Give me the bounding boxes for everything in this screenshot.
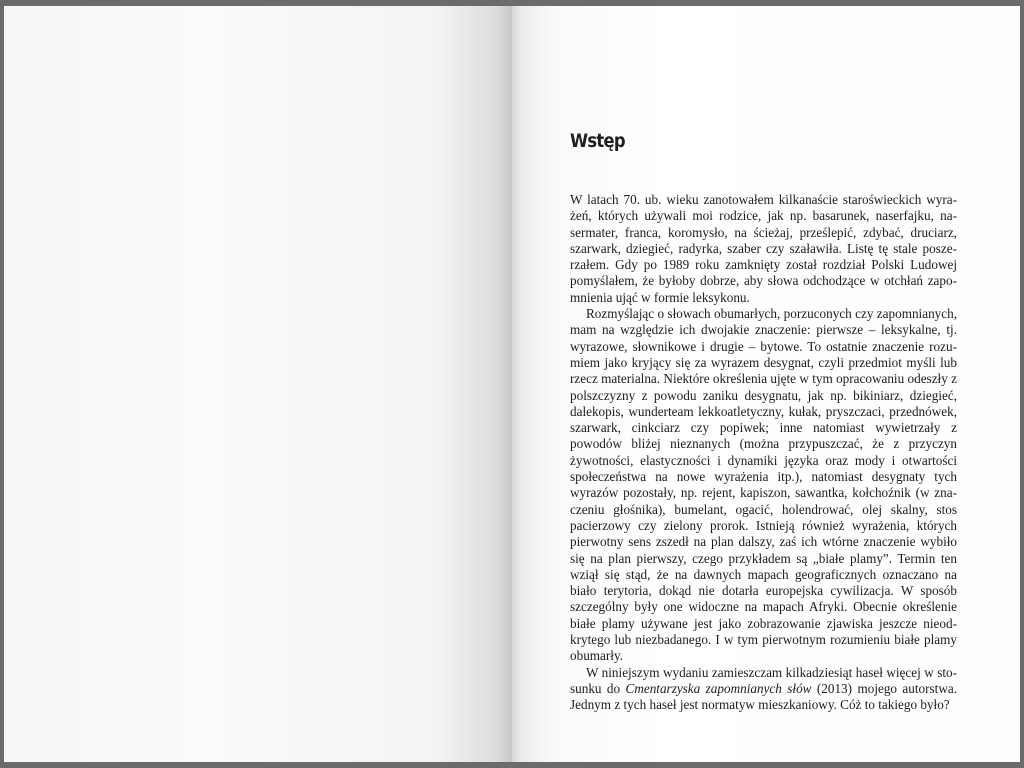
chapter-title: Wstęp	[570, 130, 625, 152]
paragraph-3	[570, 665, 957, 714]
right-page	[512, 6, 1020, 762]
book-spread	[4, 6, 1020, 762]
paragraph-1: W latach 70. ub. wieku zanotowałem kilkanaście staroświeckich wyrażeń, których używali moi rodzice, jak np. basarunek, naserfajku, nasermater, franca, koromysło, na ścieżaj, prześlepić, zdybać, druciarz, szarwark, dziegieć, radyrka, szaber czy szaławiła. Listę tę stale poszerzałem. Gdy po 1989 roku zamknięty został rozdział Polski Ludowej pomyślałem, że byłoby dobrze, aby słowa odchodzące w otchłań zapomnienia ująć w formie leksykonu.	[570, 192, 957, 305]
left-page-blank	[4, 6, 512, 762]
body-text	[570, 192, 957, 714]
paragraph-2: Rozmyślając o słowach obumarłych, porzuconych czy zapomnianych, mam na względzie ich dwojakie znaczenie: pierwsze – leksykalne, tj. wyrazowe, słownikowe i drugie – bytowe. To ostatnie znaczenie rozumiem jako kryjący się za wyrazem desygnat, czyli przedmiot myśli lub rzecz materialna. Niektóre określenia ujęte w tym opracowaniu odeszły z polszczyzny z powodu zaniku desygnatu, jak np. bikiniarz, dziegieć, dalekopis, wunderteam lekkoatletyczny, kułak, pryszczaci, przednówek, szarwark, cinkciarz czy popiwek; inne natomiast wywietrzały z powodów bliżej nieznanych (można przypuszczać, że z przyczyn żywotności, elastyczności i dynamiki języka oraz mody i otwartości społeczeństwa na nowe wyrażenia itp.), natomiast desygnaty tych wyrazów pozostały, np. rejent, kapiszon, sawantka, kołchoźnik (w znaczeniu głośnika), bumelant, ogacić, holendrować, olej skalny, stos pacierzowy czy zielony prorok. Istnieją również wyrażenia, których pierwotny sens zszedł na plan dalszy, zaś ich wtórne znaczenie wybiło się na plan pierwszy, czego przykładem są „białe plamy”. Termin ten wziął się stąd, że na dawnych mapach geograficznych oznaczano na biało terytoria, dokąd nie dotarła europejska cywilizacja. W sposób szczególny były one widoczne na mapach Afryki. Obecnie określenie białe plamy używane jest jako zobrazowanie zjawiska jeszcze nieodkrytego lub niezbadanego. I w tym pierwotnym rozumieniu białe plamy obumarły.	[570, 306, 957, 664]
paragraph-3-end: (2013) mojego autorstwa. Jednym z tych haseł jest normatyw mieszkaniowy. Cóż to takiego było?	[570, 680, 958, 713]
paragraph-3-start: W niniejszym wydaniu zamieszczam kilkadziesiąt haseł więcej w stosunku do	[570, 664, 957, 696]
book-title-italic: Cmentarzyska zapomnianych słów	[625, 680, 812, 696]
